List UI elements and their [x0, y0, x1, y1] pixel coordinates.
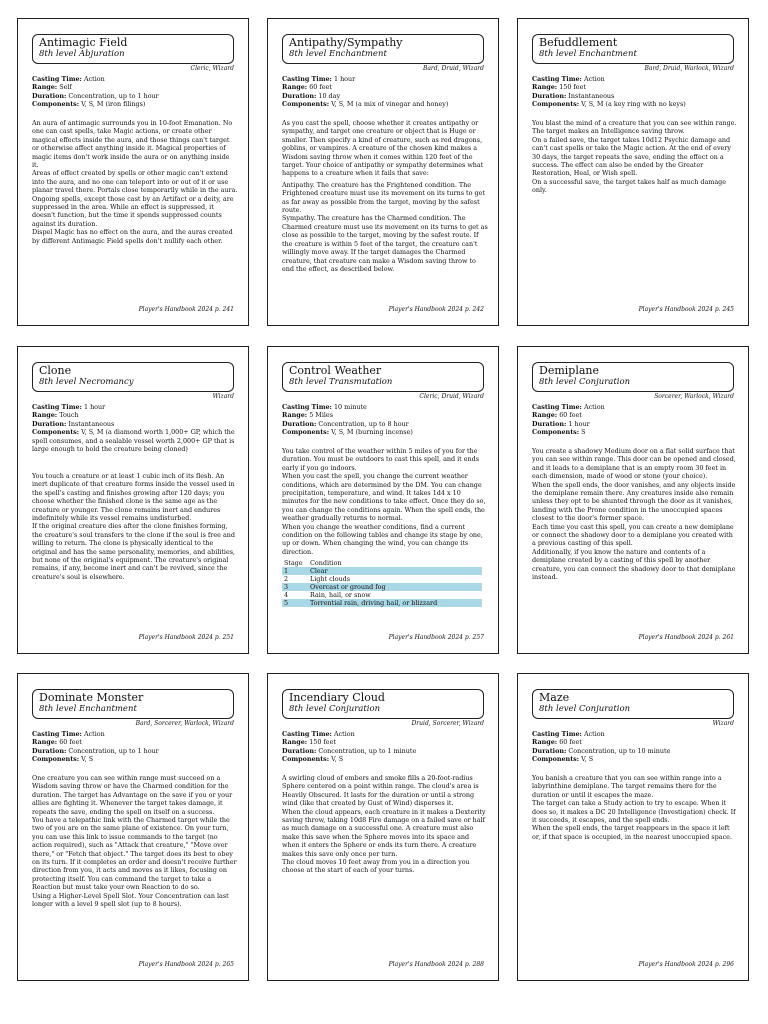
spell-description: [32, 774, 238, 909]
spell-description: [532, 447, 738, 582]
card-title-box: [32, 362, 234, 392]
range-label: Range:: [282, 738, 308, 747]
description-paragraph: On a failed save, the target takes 10d12 Psychic damage and can't cast spells or take the Magic action. At the end of every 30 days, the target repeats the save, ending the effect on a success. The effect can also be ended by the Greater Restoration, Heal, or Wish spell.: [532, 135, 732, 178]
range-value: Touch: [59, 411, 79, 420]
components-value: V, S, M (a mix of vinegar and honey): [331, 100, 449, 109]
components-value: V, S, M (a diamond worth 1,000+ GP, which the spell consumes, and a sealable vessel worth 2,000+ GP that is large enough to hold the creature being cloned): [32, 428, 235, 454]
duration-value: 1 hour: [568, 419, 590, 428]
casting-time-value: Action: [83, 75, 105, 83]
casting-time-label: Casting Time:: [532, 730, 582, 738]
table-row: [282, 575, 482, 583]
table-header-row: [282, 559, 482, 567]
spell-source: Player's Handbook 2024 p. 245: [638, 306, 734, 313]
range-label: Range:: [32, 411, 58, 420]
range-label: Range:: [532, 83, 558, 92]
table-cell: Light clouds: [310, 575, 351, 584]
description-paragraph: The target can take a Study action to try to escape. When it does so, it makes a DC 20 Intelligence (Investigation) check. If it succeeds, it escapes, and the spell ends.: [532, 799, 736, 825]
components-label: Components:: [282, 755, 330, 764]
spell-description: [282, 119, 488, 273]
spell-classes: Cleric, Druid, Wizard: [419, 393, 484, 400]
spell-source: Player's Handbook 2024 p. 261: [638, 634, 734, 641]
spell-stats: [532, 75, 738, 109]
spell-title: Antipathy/Sympathy: [289, 36, 403, 49]
card-title-box: [532, 34, 734, 64]
spell-title: Maze: [539, 691, 570, 704]
duration-label: Duration:: [32, 91, 67, 100]
description-paragraph: Using a Higher-Level Spell Slot. Your Concentration can last longer with a level 9 spell slot (up to 8 hours).: [32, 891, 229, 909]
description-paragraph: You blast the mind of a creature that you can see within range. The target makes an Intelligence saving throw.: [532, 119, 737, 136]
duration-value: Concentration, up to 1 hour: [68, 91, 159, 100]
spell-title: Demiplane: [539, 364, 599, 377]
description-paragraph: When you change the weather conditions, find a current condition on the following tables and change its stage by one, up or down. When changing the wind, you can change its direction.: [282, 522, 483, 556]
description-paragraph: The cloud moves 10 feet away from you in a direction you choose at the start of each of your turns.: [282, 858, 470, 875]
table-cell: Rain, hail, or snow: [310, 591, 371, 600]
spell-level: 8th level Enchantment: [39, 704, 137, 714]
duration-label: Duration:: [532, 91, 567, 100]
table-cell: 2: [284, 575, 289, 584]
spell-source: Player's Handbook 2024 p. 251: [138, 634, 234, 641]
table-cell: Overcast or ground fog: [308, 583, 482, 591]
spell-stats: [532, 730, 738, 764]
components-label: Components:: [532, 428, 580, 437]
duration-value: Concentration, up to 1 minute: [318, 746, 417, 755]
range-label: Range:: [282, 83, 308, 92]
range-value: 5 Miles: [309, 411, 333, 420]
casting-time-label: Casting Time:: [282, 403, 332, 411]
range-label: Range:: [532, 738, 558, 747]
components-value: S: [581, 428, 586, 437]
spell-stats: [282, 75, 488, 109]
duration-label: Duration:: [282, 746, 317, 755]
description-paragraph: You banish a creature that you can see within range into a labyrinthine demiplane. The target remains there for the duration or until it escapes the maze.: [532, 774, 722, 799]
table-cell: Clear: [308, 567, 482, 575]
spell-classes: Bard, Druid, Wizard: [422, 65, 484, 72]
spell-level: 8th level Abjuration: [39, 49, 125, 59]
spell-title: Control Weather: [289, 364, 382, 377]
spell-source: Player's Handbook 2024 p. 242: [388, 306, 484, 313]
description-paragraph: You take control of the weather within 5 miles of you for the duration. You must be outdoors to cast this spell, and it ends early if you go indoors.: [282, 447, 480, 472]
spell-level: 8th level Conjuration: [539, 377, 631, 387]
range-value: 60 feet: [559, 738, 582, 747]
spell-description: [282, 447, 488, 607]
duration-value: Instantaneous: [568, 91, 615, 100]
spell-description: [282, 774, 488, 875]
table-cell: 3: [282, 583, 308, 591]
components-value: V, S, M (a key ring with no keys): [581, 100, 686, 109]
spell-description: [32, 472, 238, 581]
components-label: Components:: [32, 755, 80, 764]
description-paragraph: When the spell ends, the door vanishes, and any objects inside the demiplane remain there. Any creatures inside also remain unless they opt to be shunted through the door as it vanishes, landing with the Prone condition in the unoccupied spaces closest to the door's former space.: [532, 480, 736, 523]
description-paragraph: Each time you cast this spell, you can create a new demiplane or connect the shadowy door to a demiplane you created with a previous casting of this spell.: [532, 522, 734, 548]
casting-time-label: Casting Time:: [32, 730, 82, 738]
spell-stats: [282, 403, 488, 437]
duration-value: Concentration, up to 8 hour: [318, 419, 409, 428]
card-title-box: [282, 362, 484, 392]
range-label: Range:: [32, 83, 58, 92]
table-cell: 5: [282, 599, 308, 607]
spell-stats: [32, 75, 238, 109]
spell-stats: [282, 730, 488, 764]
spell-level: 8th level Enchantment: [539, 49, 637, 59]
casting-time-label: Casting Time:: [32, 403, 82, 411]
description-paragraph: When you cast the spell, you change the current weather conditions, which are determined by the DM. You can change precipitation, temperature, and wind. It takes 1d4 x 10 minutes for the new conditions to take effect. Once they do so, you can change the conditions again. When the spell ends, the weather gradually returns to normal.: [282, 472, 486, 523]
weather-stage-table: [282, 559, 482, 607]
card-title-box: [32, 34, 234, 64]
spell-source: Player's Handbook 2024 p. 265: [138, 961, 234, 968]
casting-time-label: Casting Time:: [532, 75, 582, 83]
description-paragraph: When the cloud appears, each creature in it makes a Dexterity saving throw, taking 10d8 Fire damage on a failed save or half as much damage on a successful one. A creature must also make this save when the Sphere moves into its space and when it enters the Sphere or ends its turn there. A creature makes this save only once per turn.: [282, 807, 486, 858]
duration-value: 10 day: [318, 91, 341, 100]
range-value: 150 feet: [309, 738, 336, 747]
duration-label: Duration:: [282, 419, 317, 428]
spell-card-control-weather: [267, 346, 499, 654]
casting-time-value: Action: [583, 75, 605, 83]
table-row: [282, 599, 482, 607]
components-label: Components:: [532, 100, 580, 109]
components-label: Components:: [282, 428, 330, 437]
spell-classes: Wizard: [212, 393, 234, 400]
description-paragraph: Dispel Magic has no effect on the aura, and the auras created by different Antimagic Field spells don't nullify each other.: [32, 228, 233, 245]
spell-stats: [532, 403, 738, 437]
spell-title: Antimagic Field: [39, 36, 128, 49]
spell-stats: [32, 403, 238, 453]
duration-value: Concentration, up to 10 minute: [568, 746, 671, 755]
range-value: 60 feet: [309, 83, 332, 92]
table-header-cell: Condition: [310, 559, 342, 568]
spell-classes: Bard, Druid, Warlock, Wizard: [644, 65, 734, 72]
description-paragraph: You touch a creature or at least 1 cubic inch of its flesh. An inert duplicate of that creature forms inside the vessel used in the spell's casting and finishes growing after 120 days; you choose whether the finished clone is the same age as the creature or younger. The clone remains inert and endures indefinitely while its vessel remains undisturbed.: [32, 472, 235, 523]
spell-title: Clone: [39, 364, 72, 377]
table-row: [282, 583, 482, 591]
card-title-box: [32, 689, 234, 719]
card-title-box: [282, 689, 484, 719]
spell-card-demiplane: [517, 346, 749, 654]
spell-source: Player's Handbook 2024 p. 257: [388, 634, 484, 641]
spell-level: 8th level Conjuration: [539, 704, 631, 714]
description-paragraph: Sympathy. The creature has the Charmed condition. The Charmed creature must use its movement on its turns to get as close as possible to the target, moving by the safest route. If the creature is within 5 feet of the target, the creature can't willingly move away. If the target damages the Charmed creature, that creature can make a Wisdom saving throw to end the effect, as described below.: [282, 214, 488, 273]
duration-label: Duration:: [282, 91, 317, 100]
duration-label: Duration:: [32, 746, 67, 755]
duration-label: Duration:: [32, 419, 67, 428]
range-value: Self: [59, 83, 72, 92]
casting-time-value: Action: [583, 730, 605, 738]
table-row: [282, 567, 482, 575]
description-paragraph: Additionally, if you know the nature and contents of a demiplane created by a casting of this spell by another creature, you can connect the shadowy door to that demiplane instead.: [532, 547, 736, 582]
components-value: V, S: [331, 755, 344, 764]
description-paragraph: Antipathy. The creature has the Frightened condition. The Frightened creature must use its movement on its turns to get as far away as possible from the target, moving by the safest route.: [282, 180, 485, 215]
casting-time-value: Action: [83, 730, 105, 738]
description-paragraph: One creature you can see within range must succeed on a Wisdom saving throw or have the Charmed condition for the duration. The target has Advantage on the save if you or your allies are fighting it. Whenever the target takes damage, it repeats the save, ending the spell on itself on a success.: [32, 774, 233, 816]
spell-description: [532, 774, 738, 841]
description-paragraph: You create a shadowy Medium door on a flat solid surface that you can see within range. This door can be opened and closed, and it leads to a demiplane that is an empty room 30 feet in each dimension, made of wood or stone (your choice).: [532, 447, 736, 481]
range-label: Range:: [282, 411, 308, 420]
spell-source: Player's Handbook 2024 p. 288: [388, 961, 484, 968]
description-paragraph: A swirling cloud of embers and smoke fills a 20-foot-radius Sphere centered on a point within range. The cloud's area is Heavily Obscured. It lasts for the duration or until a strong wind (like that created by Gust of Wind) disperses it.: [282, 774, 479, 808]
card-title-box: [532, 362, 734, 392]
table-cell: Torrential rain, driving hail, or blizzard: [308, 599, 482, 607]
duration-value: Concentration, up to 1 hour: [68, 746, 159, 755]
spell-description: [32, 119, 238, 245]
card-title-box: [532, 689, 734, 719]
components-value: V, S: [81, 755, 94, 764]
range-value: 60 feet: [559, 411, 582, 420]
spell-title: Incendiary Cloud: [289, 691, 385, 704]
casting-time-label: Casting Time:: [282, 75, 332, 83]
casting-time-label: Casting Time:: [532, 403, 582, 411]
spell-classes: Sorcerer, Warlock, Wizard: [654, 393, 734, 400]
casting-time-value: Action: [333, 730, 355, 738]
casting-time-label: Casting Time:: [282, 730, 332, 738]
duration-label: Duration:: [532, 746, 567, 755]
description-paragraph: An aura of antimagic surrounds you in 10-foot Emanation. No one can cast spells, take Magic actions, or create other magical effects inside the aura, and those things can't target or otherwise affect anything inside it. Magical properties of magic items don't work inside the aura or on anything inside it.: [32, 119, 233, 170]
duration-label: Duration:: [532, 419, 567, 428]
spell-card-antipathy-sympathy: [267, 18, 499, 326]
spell-card-antimagic-field: [17, 18, 249, 326]
description-paragraph: When the spell ends, the target reappears in the space it left or, if that space is occupied, in the nearest unoccupied space.: [532, 824, 732, 841]
components-label: Components:: [282, 100, 330, 109]
table-cell: 1: [282, 567, 308, 575]
spell-source: Player's Handbook 2024 p. 241: [138, 306, 234, 313]
spell-card-clone: [17, 346, 249, 654]
spell-description: [532, 119, 738, 195]
components-value: V, S, M (burning incense): [331, 428, 413, 437]
card-title-box: [282, 34, 484, 64]
spell-level: 8th level Transmutation: [289, 377, 393, 387]
description-paragraph: On a successful save, the target takes half as much damage only.: [532, 177, 727, 195]
spell-classes: Wizard: [712, 720, 734, 727]
spell-classes: Cleric, Wizard: [190, 65, 234, 72]
spell-title: Befuddlement: [539, 36, 618, 49]
duration-value: Instantaneous: [68, 419, 115, 428]
table-cell: 4: [284, 591, 289, 600]
description-paragraph: If the original creature dies after the clone finishes forming, the creature's soul transfers to the clone if the soul is free and willing to return. The clone is physically identical to the original and has the same personality, memories, and abilities, but none of the original's equipment. The creature's original remains, if any, become inert and can't be revived, since the creature's soul is elsewhere.: [32, 522, 236, 581]
components-label: Components:: [32, 428, 80, 437]
description-paragraph: You have a telepathic link with the Charmed target while the two of you are on the same plane of existence. On your turn, you can use this link to issue commands to the target (no action required), such as "Attack that creature," "Move over there," or "Fetch that object." The target does its best to obey on its turn. If it completes an order and doesn't receive further direction from you, it acts and moves as it likes, focusing on protecting itself. You can command the target to take a Reaction but must take your own Reaction to do so.: [32, 816, 237, 892]
casting-time-value: Action: [583, 403, 605, 411]
description-paragraph: Ongoing spells, except those cast by an Artifact or a deity, are suppressed in the area. While an effect is suppressed, it doesn't function, but the time it spends suppressed counts against its duration.: [32, 194, 234, 228]
description-paragraph: Areas of effect created by spells or other magic can't extend into the aura, and no one can teleport into or out of it or use planar travel there. Portals close temporarily while in the aura.: [32, 169, 238, 195]
spell-classes: Bard, Sorcerer, Warlock, Wizard: [135, 720, 234, 727]
spell-card-incendiary-cloud: [267, 673, 499, 981]
casting-time-value: 1 hour: [333, 75, 356, 83]
spell-card-befuddlement: [517, 18, 749, 326]
casting-time-value: 10 minute: [333, 403, 367, 411]
casting-time-label: Casting Time:: [32, 75, 82, 83]
components-label: Components:: [532, 755, 580, 764]
description-paragraph: As you cast the spell, choose whether it creates antipathy or sympathy, and target one creature or object that is Huge or smaller. Then specify a kind of creature, such as red dragons, goblins, or vampires. A creature of the chosen kind makes a Wisdom saving throw when it comes within 120 feet of the target. Your choice of antipathy or sympathy determines what happens to a creature when it fails that save:: [282, 119, 484, 178]
spell-title: Dominate Monster: [39, 691, 144, 704]
components-value: V, S, M (iron filings): [81, 100, 146, 109]
components-value: V, S: [581, 755, 594, 764]
range-value: 150 feet: [559, 83, 586, 92]
spell-stats: [32, 730, 238, 764]
spell-level: 8th level Necromancy: [39, 377, 134, 387]
range-label: Range:: [32, 738, 58, 747]
spell-level: 8th level Enchantment: [289, 49, 387, 59]
spell-classes: Druid, Sorcerer, Wizard: [411, 720, 484, 727]
spell-source: Player's Handbook 2024 p. 296: [638, 961, 734, 968]
casting-time-value: 1 hour: [83, 403, 106, 411]
range-label: Range:: [532, 411, 558, 420]
spell-card-maze: [517, 673, 749, 981]
spell-level: 8th level Conjuration: [289, 704, 381, 714]
table-row: [282, 591, 482, 599]
table-header-cell: Stage: [284, 559, 303, 568]
components-label: Components:: [32, 100, 80, 109]
range-value: 60 feet: [59, 738, 82, 747]
spell-card-dominate-monster: [17, 673, 249, 981]
